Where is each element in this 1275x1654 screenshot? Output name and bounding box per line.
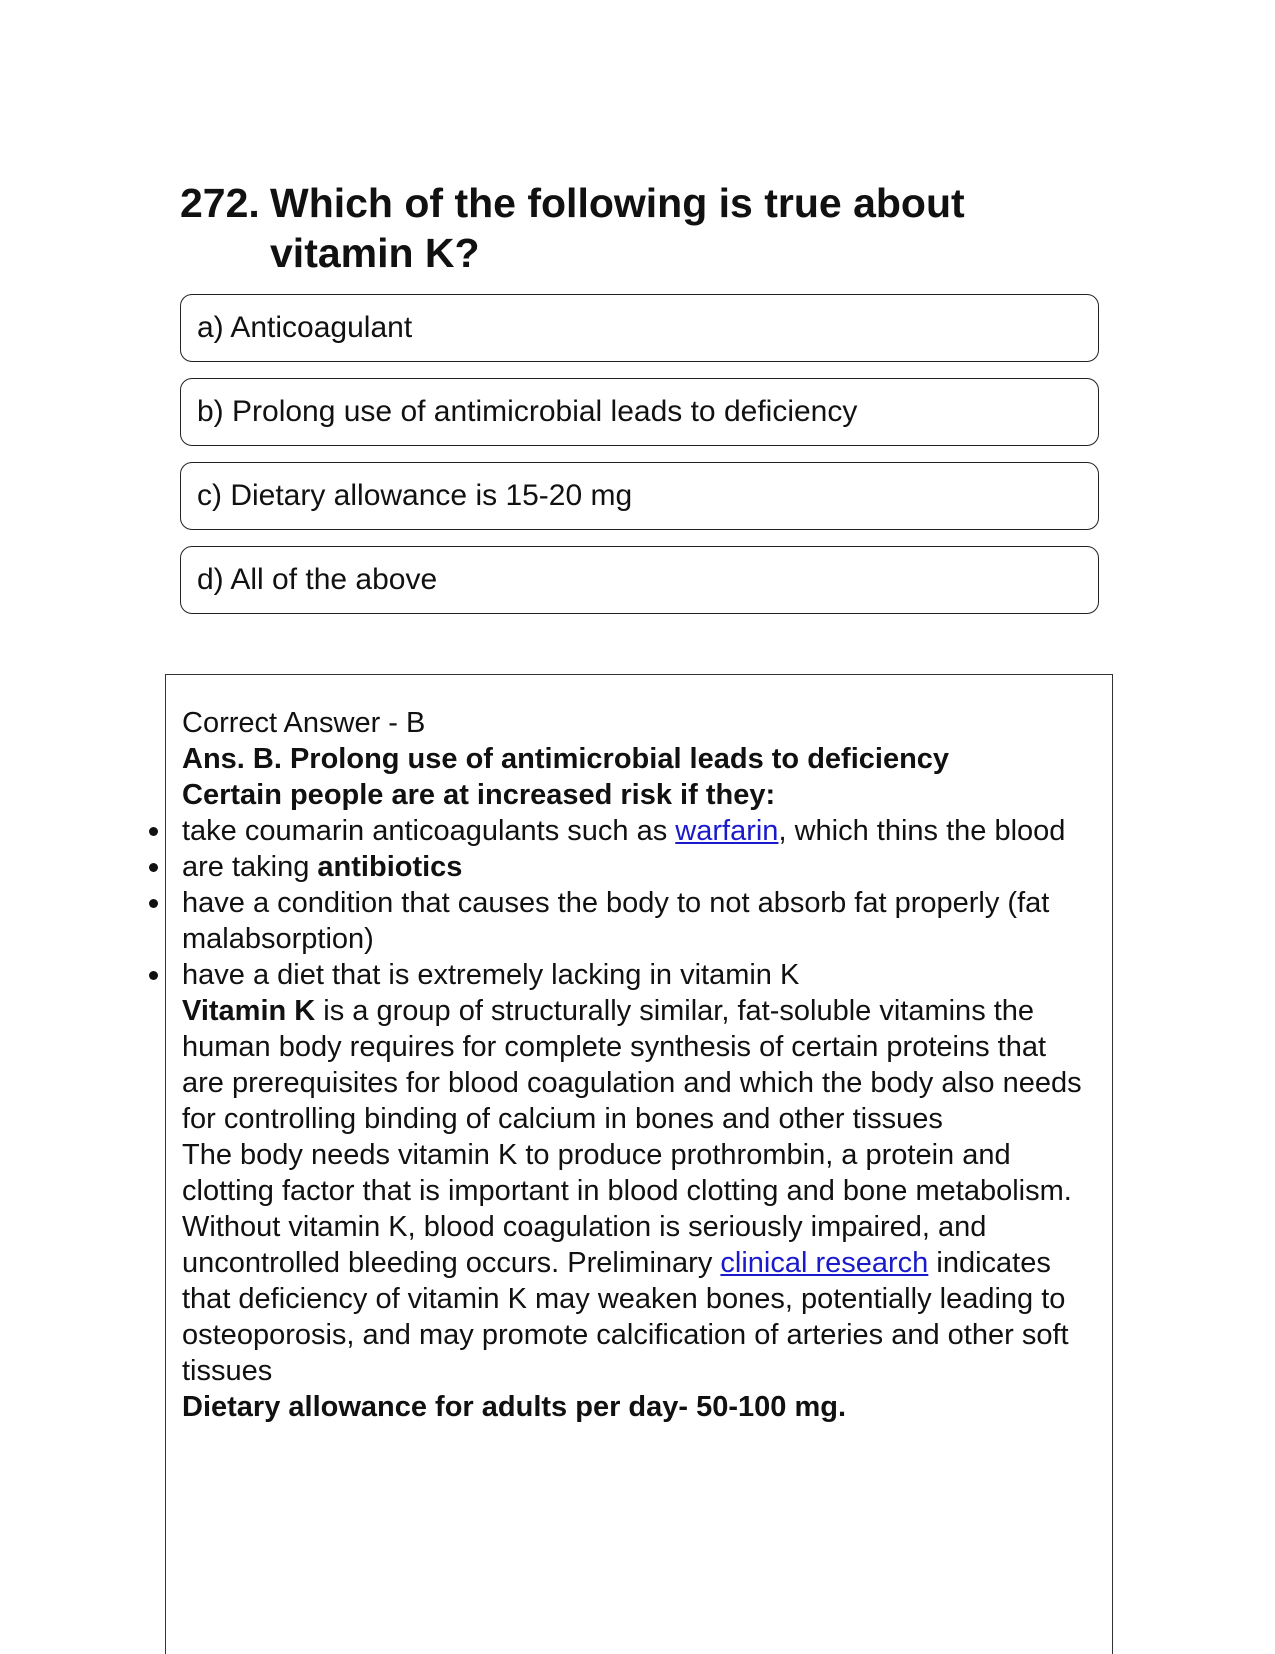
answer-explanation-box: [165, 674, 1113, 1654]
question-number: 272.: [180, 180, 260, 226]
answer-content: [182, 705, 1092, 1425]
list-item: have a condition that causes the body to not absorb fat properly (fat malabsorption): [182, 885, 1092, 957]
vitamin-k-paragraph: [182, 993, 1092, 1137]
prothrombin-paragraph: The body needs vitamin K to produce prothrombin, a protein and clotting factor that is important in blood clotting and bone metabolism.: [182, 1139, 1072, 1207]
list-item: [182, 849, 1092, 885]
bullet-text: are taking: [182, 851, 318, 883]
bullet-text: take coumarin anticoagulants such as: [182, 815, 676, 847]
option-b[interactable]: b) Prolong use of antimicrobial leads to deficiency: [180, 378, 1099, 446]
risk-list: [182, 813, 1092, 993]
paragraph-text: indicates that deficiency of vitamin K may weaken bones, potentially leading to osteoporosis, and may promote calcification of arteries and other soft tissues: [182, 1247, 1069, 1387]
paragraph-text: Without vitamin K, blood coagulation is seriously impaired, and uncontrolled bleeding occurs. Preliminary: [182, 1211, 987, 1279]
list-item: [182, 813, 1092, 849]
vitamin-k-bold: Vitamin K: [182, 995, 316, 1027]
correct-answer-label: Correct Answer - B: [182, 707, 426, 739]
option-a[interactable]: a) Anticoagulant: [180, 294, 1099, 362]
bullet-text: , which thins the blood: [778, 815, 1066, 847]
risk-heading: Certain people are at increased risk if they:: [182, 779, 776, 811]
list-item: have a diet that is extremely lacking in vitamin K: [182, 957, 1092, 993]
question-text: Which of the following is true about vitamin K?: [270, 180, 965, 276]
antibiotics-bold: antibiotics: [317, 851, 463, 883]
answer-line: Ans. B. Prolong use of antimicrobial leads to deficiency: [182, 743, 950, 775]
paragraph-text: is a group of structurally similar, fat-soluble vitamins the human body requires for complete synthesis of certain proteins that are prerequisites for blood coagulation and which the body also needs for controlling binding of calcium in bones and other tissues: [182, 995, 1082, 1135]
option-c[interactable]: c) Dietary allowance is 15-20 mg: [180, 462, 1099, 530]
options-list: [180, 294, 1099, 630]
coagulation-paragraph: [182, 1209, 1092, 1389]
clinical-research-link[interactable]: clinical research: [720, 1247, 929, 1279]
option-d[interactable]: d) All of the above: [180, 546, 1099, 614]
warfarin-link[interactable]: warfarin: [675, 815, 779, 847]
dietary-allowance: Dietary allowance for adults per day- 50-100 mg.: [182, 1391, 847, 1423]
question-heading: [180, 178, 1040, 278]
